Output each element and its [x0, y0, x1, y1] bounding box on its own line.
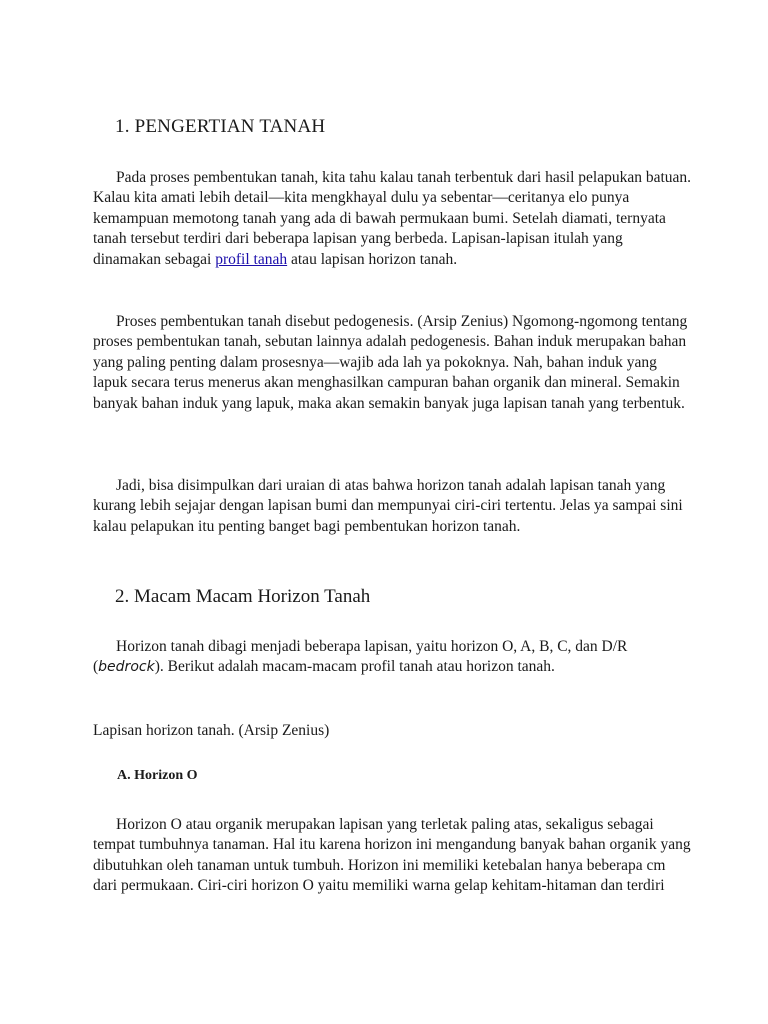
- section-1-paragraph-3: Jadi, bisa disimpulkan dari uraian di atas bahwa horizon tanah adalah lapisan tanah yang kurang lebih sejajar dengan lapisan bumi dan mempunyai ciri-ciri tertentu. Jelas ya sampai sini kalau pelapukan itu penting banget bagi pembentukan horizon tanah.: [93, 477, 683, 535]
- section-1-paragraph-1-text-b: atau lapisan horizon tanah.: [287, 250, 458, 268]
- section-1-paragraph-1-text-a: Pada proses pembentukan tanah, kita tahu kalau tanah terbentuk dari hasil pelapukan batuan. Kalau kita amati lebih detail—kita mengkhayal dulu ya sebentar—ceritanya elo punya kemampuan memotong tanah yang ada di bawah permukaan bumi. Setelah diamati, ternyata tanah tersebut terdiri dari beberapa lapisan yang berbeda. Lapisan-lapisan itulah yang dinamakan sebagai: [93, 169, 692, 268]
- section-2-paragraph-1-text-a: Horizon tanah dibagi menjadi beberapa lapisan, yaitu horizon O, A, B, C, dan D/R (: [93, 638, 628, 676]
- horizon-o-paragraph: Horizon O atau organik merupakan lapisan yang terletak paling atas, sekaligus sebagai tempat tumbuhnya tanaman. Hal itu karena horizon ini mengandung banyak bahan organik yang dibutuhkan oleh tanaman untuk tumbuh. Horizon ini memiliki ketebalan hanya beberapa cm dari permukaan. Ciri-ciri horizon O yaitu memiliki warna gelap kehitam-hitaman dan terdiri: [93, 816, 691, 895]
- figure-caption: Lapisan horizon tanah. (Arsip Zenius): [93, 722, 330, 739]
- section-2-heading: 2. Macam Macam Horizon Tanah: [115, 586, 371, 607]
- section-2-paragraph-1: [93, 637, 693, 678]
- section-1-heading: 1. PENGERTIAN TANAH: [115, 116, 326, 137]
- horizon-o-subheading: A. Horizon O: [117, 768, 198, 783]
- section-2-paragraph-1-text-b: ). Berikut adalah macam-macam profil tanah atau horizon tanah.: [154, 658, 555, 676]
- section-1-paragraph-2: Proses pembentukan tanah disebut pedogenesis. (Arsip Zenius) Ngomong-ngomong tentang proses pembentukan tanah, sebutan lainnya adalah pedogenesis. Bahan induk merupakan bahan yang paling penting dalam prosesnya—wajib ada lah ya pokoknya. Nah, bahan induk yang lapuk secara terus menerus akan menghasilkan campuran bahan organik dan mineral. Semakin banyak bahan induk yang lapuk, maka akan semakin banyak juga lapisan tanah yang terbentuk.: [93, 313, 688, 412]
- section-1-paragraph-1: [93, 168, 693, 270]
- profil-tanah-link[interactable]: profil tanah: [215, 250, 288, 268]
- bedrock-term: bedrock: [98, 659, 155, 676]
